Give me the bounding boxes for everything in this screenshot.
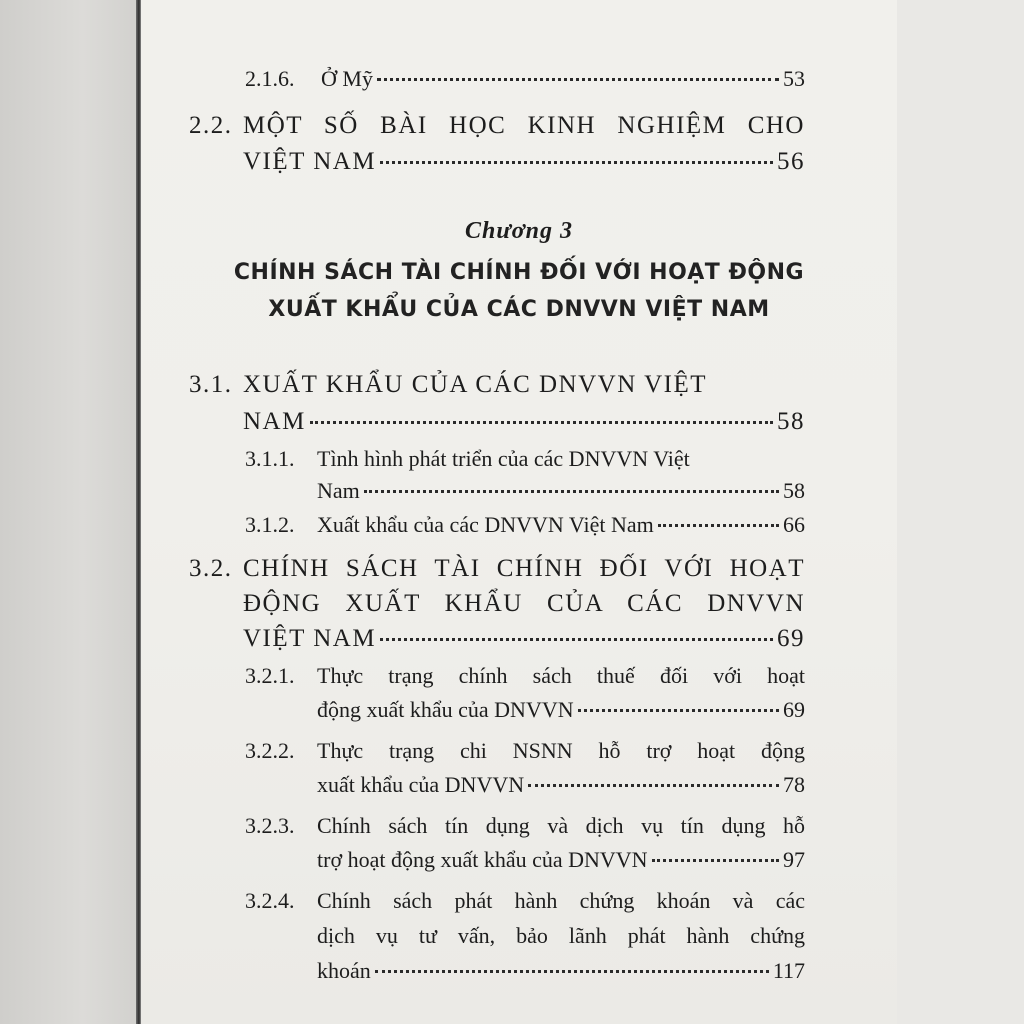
toc-title: Xuất khẩu của các DNVVN Việt Nam <box>317 512 654 537</box>
toc-title: Nam <box>317 478 360 503</box>
toc-title-line: MỘT SỐ BÀI HỌC KINH NGHIỆM CHO <box>243 112 805 139</box>
toc-page-number: 97 <box>783 847 805 872</box>
toc-title-line: Tình hình phát triển của các DNVVN Việt <box>317 446 690 471</box>
toc-title-line: ĐỘNG XUẤT KHẨU CỦA CÁC DNVVN <box>243 590 805 617</box>
toc-number: 3.1. <box>189 371 233 398</box>
toc-entry-3-1-1 <box>245 443 805 507</box>
dot-leader <box>380 638 773 641</box>
toc-page-number: 69 <box>783 697 805 722</box>
toc-title-line: CHÍNH SÁCH TÀI CHÍNH ĐỐI VỚI HOẠT <box>243 555 805 582</box>
dot-leader <box>652 859 779 862</box>
dot-leader <box>364 490 779 493</box>
toc-entry-3-2 <box>189 551 805 656</box>
toc-page-number: 58 <box>783 478 805 503</box>
toc-entry-2-2 <box>189 108 805 180</box>
toc-title-line: Chính sách phát hành chứng khoán và các <box>317 888 805 913</box>
toc-number: 3.2.1. <box>245 663 295 688</box>
toc-title-line: Thực trạng chi NSNN hỗ trợ hoạt động <box>317 738 805 763</box>
toc-title: VIỆT NAM <box>243 625 377 652</box>
background-surface <box>897 0 1024 1024</box>
toc-title: Ở Mỹ <box>321 66 373 91</box>
toc-title-line: Chính sách tín dụng và dịch vụ tín dụng hỗ <box>317 813 805 838</box>
toc-title-line: dịch vụ tư vấn, bảo lãnh phát hành chứng <box>317 923 805 948</box>
toc-page-number: 66 <box>783 512 805 537</box>
toc-number: 2.2. <box>189 112 233 139</box>
chapter-title-line-1: CHÍNH SÁCH TÀI CHÍNH ĐỐI VỚI HOẠT ĐỘNG <box>233 260 805 285</box>
dot-leader <box>377 78 779 81</box>
dot-leader <box>380 161 773 164</box>
toc-number: 3.2. <box>189 555 233 582</box>
chapter-title-line-2: XUẤT KHẨU CỦA CÁC DNVVN VIỆT NAM <box>268 297 770 322</box>
toc-entry-2-1-6 <box>245 66 805 92</box>
dot-leader <box>578 709 779 712</box>
toc-title: NAM <box>243 408 306 435</box>
toc-number: 3.2.2. <box>245 738 295 763</box>
toc-entry-3-2-3 <box>245 809 805 877</box>
book-page <box>141 0 897 1024</box>
toc-number: 3.2.4. <box>245 888 295 913</box>
toc-page-number: 56 <box>777 148 805 175</box>
book-left-edge <box>0 0 138 1024</box>
toc-page-number: 58 <box>777 408 805 435</box>
toc-title-line: XUẤT KHẨU CỦA CÁC DNVVN VIỆT <box>243 371 707 398</box>
dot-leader <box>528 784 779 787</box>
toc-page-number: 53 <box>783 66 805 91</box>
toc-number: 3.1.1. <box>245 446 295 471</box>
toc-number: 3.1.2. <box>245 512 295 537</box>
dot-leader <box>658 524 779 527</box>
toc-page-number: 69 <box>777 625 805 652</box>
toc-page-number: 78 <box>783 772 805 797</box>
chapter-label: Chương 3 <box>465 218 573 244</box>
toc-title: động xuất khẩu của DNVVN <box>317 697 574 722</box>
toc-entry-3-2-1 <box>245 659 805 727</box>
dot-leader <box>310 421 773 424</box>
toc-page-number: 117 <box>772 958 805 983</box>
toc-number: 3.2.3. <box>245 813 295 838</box>
toc-entry-3-1-2 <box>245 512 805 538</box>
dot-leader <box>375 970 769 973</box>
toc-title: xuất khẩu của DNVVN <box>317 772 525 797</box>
toc-entry-3-2-2 <box>245 734 805 802</box>
toc-entry-3-2-4 <box>245 883 805 988</box>
toc-entry-3-1 <box>189 366 805 440</box>
toc-title-line: Thực trạng chính sách thuế đối với hoạt <box>317 663 805 688</box>
toc-title: trợ hoạt động xuất khẩu của DNVVN <box>317 847 648 872</box>
toc-number: 2.1.6. <box>245 66 295 91</box>
toc-title: VIỆT NAM <box>243 148 377 175</box>
toc-title: khoán <box>317 958 371 983</box>
